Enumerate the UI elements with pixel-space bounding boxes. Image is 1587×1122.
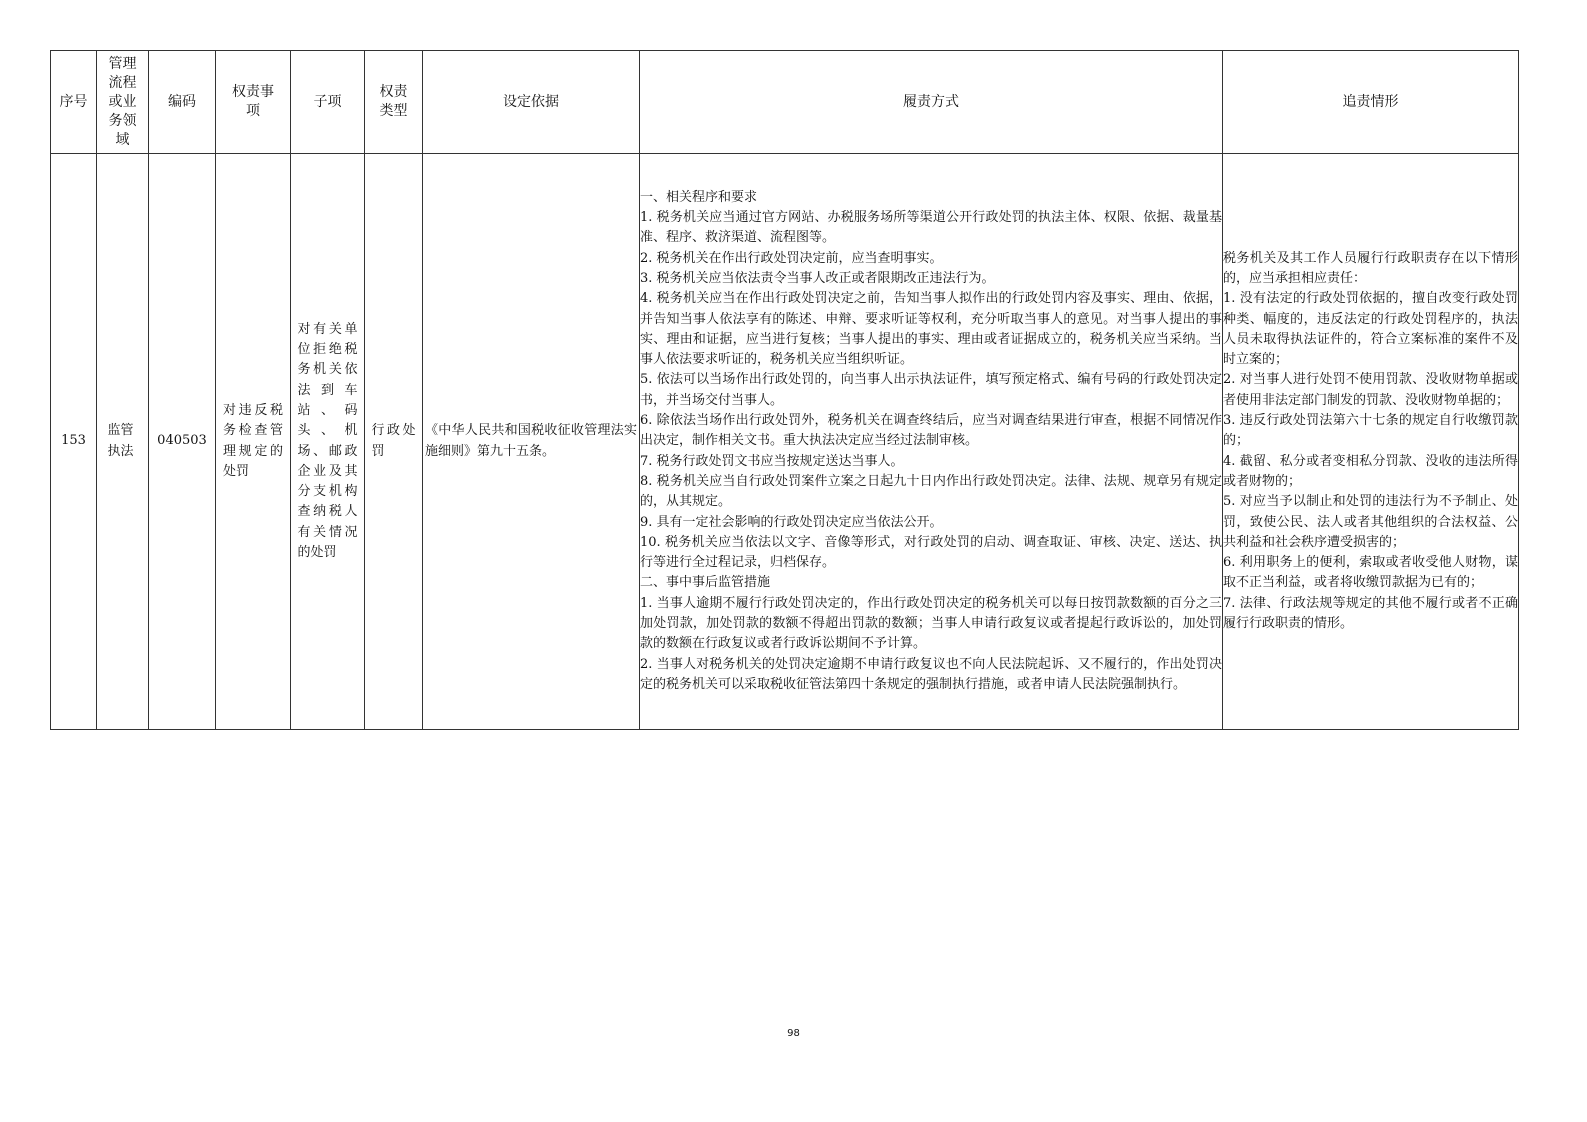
- cell-item: [216, 154, 291, 730]
- cell-seq: 153: [51, 154, 97, 730]
- cell-item-text: 对违反税务检查管理规定的处罚: [223, 402, 283, 479]
- cell-type-text: 行政处罚: [371, 423, 416, 459]
- responsibility-table: [50, 50, 1519, 730]
- cell-type: [365, 154, 423, 730]
- method-line: 1. 税务机关应当通过官方网站、办税服务场所等渠道公开行政处罚的执法主体、权限、依据、裁量基准、程序、救济渠道、流程图等。: [640, 210, 1222, 246]
- header-item-text: 权责事项: [232, 84, 274, 119]
- header-domain-text: 管理流程或业务领域: [108, 55, 137, 148]
- header-item: [216, 51, 291, 154]
- header-code: 编码: [149, 51, 216, 154]
- accountability-line: 2. 对当事人进行处罚不使用罚款、没收财物单据或者使用非法定部门制发的罚款、没收财物单据的；: [1223, 372, 1518, 408]
- method-line: 6. 除依法当场作出行政处罚外，税务机关在调查终结后，应当对调查结果进行审查，根据不同情况作出决定，制作相关文书。重大执法决定应当经过法制审核。: [640, 413, 1222, 449]
- cell-basis: [423, 154, 640, 730]
- method-line: 10. 税务机关应当依法以文字、音像等形式，对行政处罚的启动、调查取证、审核、决定、送达、执行等进行全过程记录，归档保存。: [640, 534, 1222, 571]
- cell-accountability: [1223, 154, 1519, 730]
- cell-method: [640, 154, 1223, 730]
- method-line: 一、相关程序和要求: [640, 189, 758, 205]
- table-header-row: [51, 51, 1519, 154]
- accountability-line: 6. 利用职务上的便利，索取或者收受他人财物，谋取不正当利益，或者将收缴罚款据为已有的；: [1223, 555, 1518, 591]
- method-line: 7. 税务行政处罚文书应当按规定送达当事人。: [640, 453, 904, 469]
- accountability-line: 3. 违反行政处罚法第六十七条的规定自行收缴罚款的；: [1223, 413, 1518, 449]
- header-domain: [97, 51, 149, 154]
- method-line: 二、事中事后监管措施: [640, 575, 771, 591]
- accountability-line: 1. 没有法定的行政处罚依据的，擅自改变行政处罚种类、幅度的，违反法定的行政处罚程序的，执法人员未取得执法证件的，符合立案标准的案件不及时立案的；: [1223, 291, 1518, 368]
- accountability-line: 5. 对应当予以制止和处罚的违法行为不予制止、处罚，致使公民、法人或者其他组织的合法权益、公共利益和社会秩序遭受损害的；: [1223, 494, 1518, 550]
- method-line: 4. 税务机关应当在作出行政处罚决定之前，告知当事人拟作出的行政处罚内容及事实、理由、依据，并告知当事人依法享有的陈述、申辩、要求听证等权利，充分听取当事人的意见。对当事人提出的事实、理由和证据，应当进行复核；当事人提出的事实、理由或者证据成立的，税务机关应当采纳。当事人依法要求听证的，税务机关应当组织听证。: [640, 291, 1222, 368]
- header-method: 履责方式: [640, 51, 1223, 154]
- header-accountability: 追责情形: [1223, 51, 1519, 154]
- accountability-line: 7. 法律、行政法规等规定的其他不履行或者不正确履行行政职责的情形。: [1223, 595, 1518, 632]
- header-type: [365, 51, 423, 154]
- header-seq: 序号: [51, 51, 97, 154]
- method-line: 9. 具有一定社会影响的行政处罚决定应当依法公开。: [640, 514, 943, 530]
- method-line: 5. 依法可以当场作出行政处罚的，向当事人出示执法证件，填写预定格式、编有号码的行政处罚决定书，并当场交付当事人。: [640, 372, 1222, 408]
- accountability-line: 税务机关及其工作人员履行行政职责存在以下情形的，应当承担相应责任：: [1223, 250, 1518, 286]
- cell-domain: [97, 154, 149, 730]
- header-basis: 设定依据: [423, 51, 640, 154]
- header-subitem: 子项: [291, 51, 365, 154]
- method-line: 8. 税务机关应当自行政处罚案件立案之日起九十日内作出行政处罚决定。法律、法规、规章另有规定的，从其规定。: [640, 473, 1222, 510]
- cell-basis-text: 《中华人民共和国税收征收管理法实施细则》第九十五条。: [425, 423, 637, 459]
- method-line: 3. 税务机关应当依法责令当事人改正或者限期改正违法行为。: [640, 270, 995, 286]
- method-line: 2. 当事人对税务机关的处罚决定逾期不申请行政复议也不向人民法院起诉、又不履行的，作出处罚决定的税务机关可以采取税收征管法第四十条规定的强制执行措施，或者申请人民法院强制执行。: [640, 656, 1222, 692]
- cell-domain-text: 监管执法: [107, 423, 134, 459]
- page-number: 98: [787, 1028, 800, 1039]
- method-line: 2. 税务机关在作出行政处罚决定前，应当查明事实。: [640, 250, 943, 266]
- cell-subitem-text: 对有关单位拒绝税务机关依法到车站、码头、机场、邮政企业及其分支机构查纳税人有关情况的处罚: [297, 321, 358, 560]
- cell-subitem: [291, 154, 365, 730]
- table-row: [51, 154, 1519, 730]
- header-type-text: 权责类型: [379, 84, 408, 119]
- accountability-line: 4. 截留、私分或者变相私分罚款、没收的违法所得或者财物的；: [1223, 453, 1518, 489]
- method-line: 1. 当事人逾期不履行行政处罚决定的，作出行政处罚决定的税务机关可以每日按罚款数额的百分之三加处罚款，加处罚款的数额不得超出罚款的数额；当事人申请行政复议或者提起行政诉讼的，加处罚款的数额在行政复议或者行政诉讼期间不予计算。: [640, 595, 1222, 652]
- cell-code: 040503: [149, 154, 216, 730]
